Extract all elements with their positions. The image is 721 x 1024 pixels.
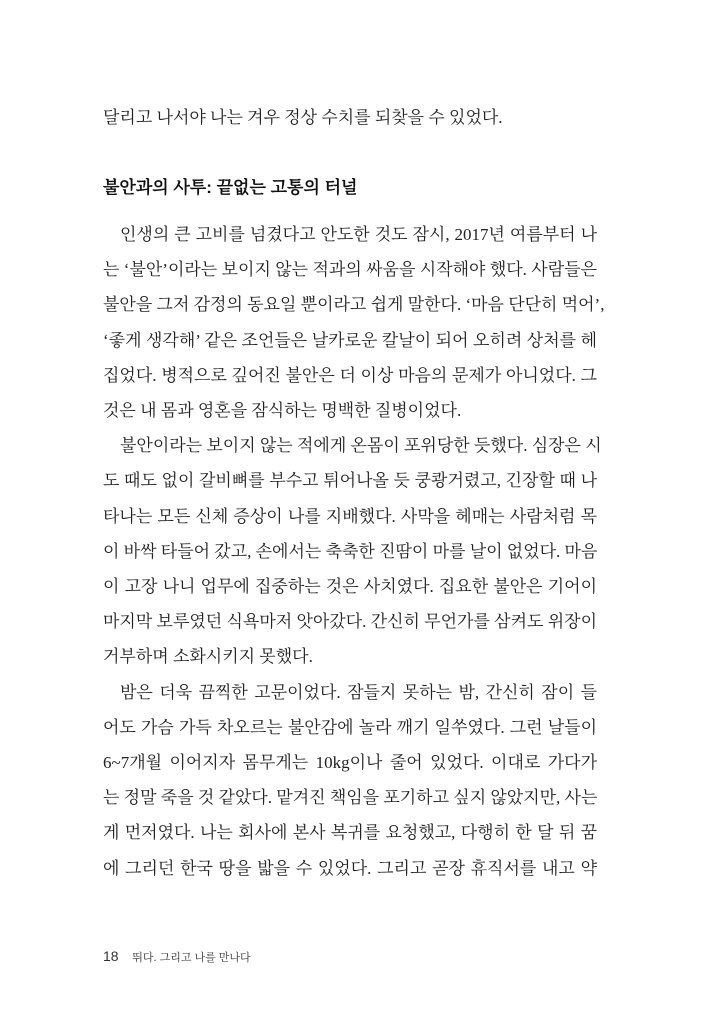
paragraph-line: 이 고장 나니 업무에 집중하는 것은 사치였다. 집요한 불안은 기어이 xyxy=(103,577,597,596)
paragraph-line: 는 ‘불안’이라는 보이지 않는 적과의 싸움을 시작해야 했다. 사람들은 xyxy=(103,260,597,280)
paragraph-line: 밤은 더욱 끔찍한 고문이었다. 잠들지 못하는 밤, 간신히 잠이 들 xyxy=(120,682,597,702)
section-heading: 불안과의 사투: 끝없는 고통의 터널 xyxy=(103,178,358,197)
page-footer xyxy=(103,948,251,965)
running-title: 뛰다. 그리고 나를 만나다 xyxy=(132,952,251,964)
paragraph-line: 인생의 큰 고비를 넘겼다고 안도한 것도 잠시, 2017년 여름부터 나 xyxy=(120,225,597,244)
paragraph-line: 마지막 보루였던 식욕마저 앗아갔다. 간신히 무언가를 삼켜도 위장이 xyxy=(103,612,597,632)
paragraph-line: 집었다. 병적으로 깊어진 불안은 더 이상 마음의 문제가 아니었다. 그 xyxy=(103,365,597,385)
paragraph-line: 도 때도 없이 갈비뼈를 부수고 튀어나올 듯 쿵쾅거렸고, 긴장할 때 나 xyxy=(103,471,597,491)
paragraph-line: 이 바싹 타들어 갔고, 손에서는 축축한 진땀이 마를 날이 없었다. 마음 xyxy=(103,541,598,561)
paragraph-line: 는 정말 죽을 것 같았다. 맡겨진 책임을 포기하고 싶지 않았지만, 사는 xyxy=(103,788,598,808)
paragraph-line: 에 그리던 한국 땅을 밟을 수 있었다. 그리고 곧장 휴직서를 내고 약 xyxy=(103,858,597,878)
paragraph-line: 거부하며 소화시키지 못했다. xyxy=(103,647,313,667)
paragraph-line: 6~7개월 이어지자 몸무게는 10kg이나 줄어 있었다. 이대로 가다가 xyxy=(103,753,597,772)
paragraph-line: 타나는 모든 신체 증상이 나를 지배했다. 사막을 헤매는 사람처럼 목 xyxy=(103,506,597,526)
paragraph-line: 불안이라는 보이지 않는 적에게 온몸이 포위당한 듯했다. 심장은 시 xyxy=(120,436,602,456)
paragraph-line: 불안을 그저 감정의 동요일 뿐이라고 쉽게 말한다. ‘마음 단단히 먹어’, xyxy=(103,295,605,315)
page-number: 18 xyxy=(103,948,119,964)
paragraph-line: 것은 내 몸과 영혼을 잠식하는 명백한 질병이었다. xyxy=(103,401,462,420)
paragraph-line: 게 먼저였다. 나는 회사에 본사 복귀를 요청했고, 다행히 한 달 뒤 꿈 xyxy=(103,823,597,843)
paragraph-line: 어도 가슴 가득 차오르는 불안감에 놀라 깨기 일쑤였다. 그런 날들이 xyxy=(103,717,597,737)
paragraph-line: ‘좋게 생각해’ 같은 조언들은 날카로운 칼날이 되어 오히려 상처를 헤 xyxy=(103,330,597,350)
opening-line: 달리고 나서야 나는 겨우 정상 수치를 되찾을 수 있었다. xyxy=(103,108,503,127)
